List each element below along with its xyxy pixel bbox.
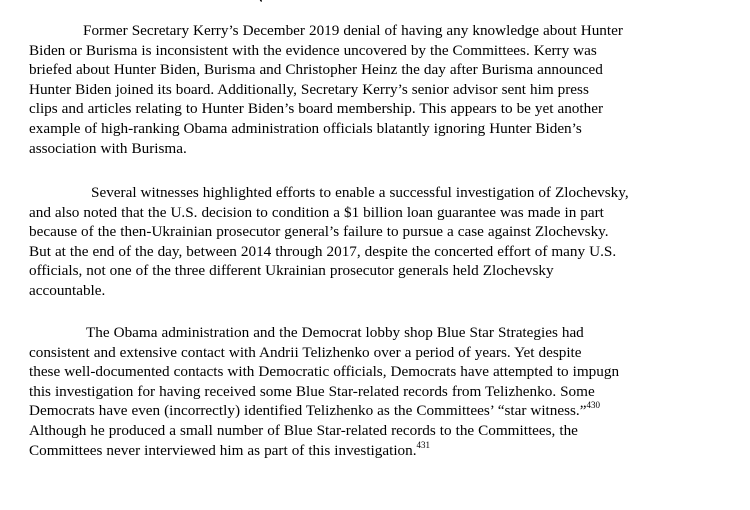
text-line-with-footnote: [29, 401, 729, 421]
text-line: clips and articles relating to Hunter Biden’s board membership. This appears to be yet another: [29, 100, 603, 118]
text-line-content: Democrats have even (incorrectly) identified Telizhenko as the Committees’ “star witness.”: [29, 402, 587, 420]
text-line: and also noted that the U.S. decision to condition a $1 billion loan guarantee was made in part: [29, 203, 604, 221]
paragraph-zlochevsky-investigation: [29, 183, 729, 301]
paragraph-kerry-denial: [29, 21, 729, 158]
text-line: accountable.: [29, 281, 106, 299]
text-line-with-footnote: [29, 441, 729, 461]
text-line: association with Burisma.: [29, 139, 187, 157]
text-line: example of high-ranking Obama administration officials blatantly ignoring Hunter Biden’s: [29, 119, 582, 137]
text-line: Several witnesses highlighted efforts to enable a successful investigation of Zlochevsky,: [91, 184, 629, 201]
text-line: Hunter Biden joined its board. Additionally, Secretary Kerry’s senior advisor sent him press: [29, 80, 589, 98]
text-line: Former Secretary Kerry’s December 2019 denial of having any knowledge about Hunter: [83, 22, 623, 39]
text-line: officials, not one of the three different Ukrainian prosecutor generals held Zlochevsky: [29, 262, 554, 280]
text-line: Although he produced a small number of Blue Star-related records to the Committees, the: [29, 421, 578, 439]
text-line-content: Committees never interviewed him as part of this investigation.: [29, 441, 417, 459]
text-line: briefed about Hunter Biden, Burisma and Christopher Heinz the day after Burisma announced: [29, 61, 603, 79]
paragraph-telizhenko-contacts: [29, 323, 729, 460]
text-line: Biden or Burisma is inconsistent with the evidence uncovered by the Committees. Kerry was: [29, 41, 597, 59]
text-line: But at the end of the day, between 2014 through 2017, despite the concerted effort of many U.S.: [29, 242, 617, 260]
text-line: The Obama administration and the Democrat lobby shop Blue Star Strategies had: [86, 324, 584, 341]
footnote-marker: 430: [586, 400, 600, 411]
text-line: these well-documented contacts with Democratic officials, Democrats have attempted to impugn: [29, 363, 620, 381]
cut-off-text-fragment: [259, 0, 269, 2]
text-line: this investigation for having received some Blue Star-related records from Telizhenko. Some: [29, 382, 595, 400]
footnote-marker: 431: [416, 439, 431, 450]
text-line: because of the then-Ukrainian prosecutor general’s failure to pursue a case against Zlochevsky.: [29, 223, 609, 241]
text-line: consistent and extensive contact with Andrii Telizhenko over a period of years. Yet despite: [29, 343, 582, 361]
